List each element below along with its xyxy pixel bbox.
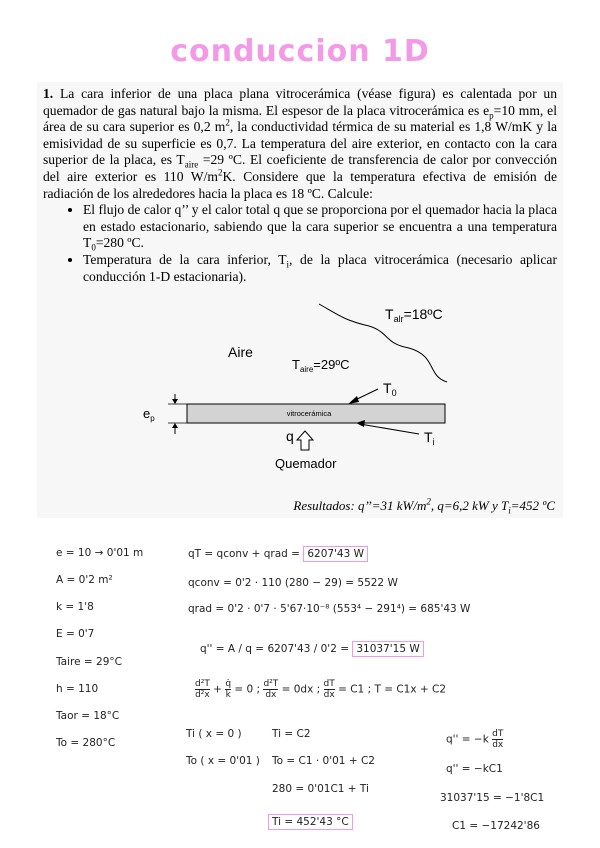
c1-result-line: C1 = −17242'86 bbox=[452, 820, 540, 832]
boundary-to: To ( x = 0'01 ) bbox=[186, 755, 260, 767]
given-item: A = 0'2 m² bbox=[56, 574, 113, 586]
page-title: conduccion 1D bbox=[170, 34, 430, 69]
ti-result: Ti = 452'43 °C bbox=[268, 814, 353, 830]
problem-paragraph: 1. La cara inferior de una placa plana vitrocerámica (véase figura) es calentada por un quemador de gas natural bajo la misma. El espesor de la placa vitrocerámica es $e_p=10$ mm, el área de su cara superior es 0,2 $m^2$, la conductividad térmica de su material es 1,8 W/mK y la emisividad de su superficie es 0,7. La temperatura del aire exterior, en contacto con la cara superior de la placa, es $T_{aire} =29$ ºC. El coeficiente de transferencia de calor por convección del aire exterior es 110 $W/m^2K$. Considere que la temperatura efectiva de emisión de radiación de los alrededores hacia la placa es 18 ºC. Calcule: bbox=[43, 86, 557, 201]
given-item: h = 110 bbox=[56, 683, 99, 695]
results-line: Resultados: q’’=31 $kW/m^2$, q=6,2 kW y $T_i=452$ ºC bbox=[293, 496, 555, 516]
plate-label: vitrocerámica bbox=[286, 409, 332, 418]
total-heat-line: qT = qconv + qrad = 6207'43 W bbox=[188, 548, 368, 560]
heat-flux-result: 31037'15 W bbox=[352, 641, 423, 657]
boundary-ti-value: Ti = C2 bbox=[272, 728, 311, 740]
question-item: • Temperatura de la cara inferior, $T_i$, de la placa vitrocerámica (necesario aplicar conducción 1-D estacionaria). bbox=[83, 252, 557, 285]
ti-label: $T_i$ bbox=[424, 429, 435, 447]
ep-label: $e_p$ bbox=[143, 406, 155, 423]
ti-arrow bbox=[360, 424, 419, 434]
radiation-line: qrad = 0'2 · 0'7 · 5'67·10⁻⁸ (553⁴ − 291⁴) = 685'43 W bbox=[188, 603, 471, 615]
heat-arrow bbox=[297, 431, 313, 450]
flux-law-line: q'' = −k $\frac{dT}{dx}$ bbox=[446, 729, 504, 750]
flux-c1-line: q'' = −kC1 bbox=[446, 763, 503, 775]
problem-number: 1. bbox=[43, 86, 54, 101]
given-item: E = 0'7 bbox=[56, 628, 95, 640]
given-item: Taor = 18°C bbox=[56, 710, 120, 722]
heat-flux-line: q'' = A / q = 6207'43 / 0'2 = 31037'15 W bbox=[200, 643, 424, 655]
given-item: To = 280°C bbox=[56, 737, 116, 749]
total-heat-result: 6207'43 W bbox=[303, 546, 368, 562]
given-item: Taire = 29°C bbox=[56, 656, 122, 668]
boundary-to-value: To = C1 · 0'01 + C2 bbox=[272, 755, 375, 767]
plate-diagram bbox=[37, 82, 563, 518]
air-label: Aire bbox=[228, 344, 253, 360]
flux-value-line: 31037'15 = −1'8C1 bbox=[440, 792, 545, 804]
boundary-ti: Ti ( x = 0 ) bbox=[186, 728, 242, 740]
given-item: e = 10 → 0'01 m bbox=[56, 547, 144, 559]
t0-arrow-head bbox=[348, 396, 359, 404]
problem-panel bbox=[37, 82, 563, 518]
given-item: k = 1'8 bbox=[56, 601, 94, 613]
convection-line: qconv = 0'2 · 110 (280 − 29) = 5522 W bbox=[188, 577, 398, 589]
t0-label: $T_0$ bbox=[383, 380, 397, 398]
thickness-arrow-top-head bbox=[172, 399, 178, 404]
t-aire-label: $T_{aire}=29ºC$ bbox=[292, 357, 350, 374]
t-alr-label: $T_{alr}=18ºC$ bbox=[385, 306, 443, 324]
ti-result-line bbox=[268, 816, 353, 828]
heat-equation: $\frac{\text{d²T}}{\text{d²x}}$ + $\frac{q̇}{k}$ = 0 ; $\frac{\text{d²T}}{dx}$ = 0dx ; $\frac{dT}{dx}$ = C1 ; T = C1x + C2 bbox=[195, 679, 447, 700]
question-item: • El flujo de calor q’’ y el calor total q que se proporciona por el quemador hacia la placa en estado estacionario, sabiendo que la cara superior se encuentra a una temperatura $T_0=280$ ºC. bbox=[83, 202, 557, 252]
heat-q-label: q bbox=[286, 428, 294, 444]
equation-280: 280 = 0'01C1 + Ti bbox=[272, 783, 369, 795]
burner-label: Quemador bbox=[275, 456, 337, 471]
thickness-arrow-bottom-head bbox=[172, 423, 178, 428]
